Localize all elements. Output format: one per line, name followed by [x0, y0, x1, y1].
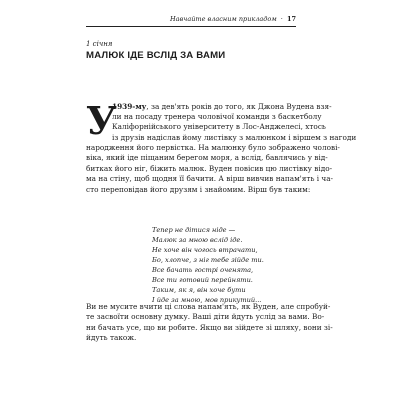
running-title: Навчайте власним прикладом	[169, 15, 277, 23]
body-line: те засвоїти основну думку. Ваші діти йдуть услід за вами. Во-	[86, 312, 325, 322]
year: 1939-му	[112, 102, 147, 111]
header-separator: ·	[280, 15, 283, 23]
first-line	[112, 102, 332, 112]
body-line: із друзів надіслав йому листівку з малюнком і віршем з нагоди	[112, 132, 357, 142]
indented-paragraph-lines	[112, 112, 357, 143]
page-number: 17	[286, 15, 296, 23]
poem-line: Малюк за мною вслід іде.	[152, 236, 243, 244]
first-line-text: , за дев'ять років до того, як Джона Вудена взя-	[146, 102, 332, 111]
body-line: ма на стіну, щоб щодня її бачити. А вірш вивчив напам'ять і ча-	[86, 174, 334, 184]
poem-line: Не хоче він чогось втрачати,	[152, 246, 258, 254]
body-paragraph	[86, 143, 340, 195]
poem-line: Таким, як я, він хоче бути	[152, 286, 246, 294]
poem-line: Бо, хлопче, з ніг тебе зійде ти.	[152, 256, 264, 264]
poem-line: Все ти готовий перейняти.	[152, 276, 253, 284]
body-line: ни бачать усе, що ви робите. Якщо ви зійдете зі шляху, вони зі-	[86, 322, 333, 332]
body-line: ли на посаду тренера чоловічої команди з баскетболу	[112, 112, 322, 121]
closing-paragraph	[86, 302, 333, 344]
poem-line: Тепер не дітися ніде —	[152, 226, 236, 234]
body-line: сто переповідав його друзям і знайомим. Вірш був таким:	[86, 184, 311, 194]
body-line: Ви не мусите вчити ці слова напам'ять, як Вуден, але спробуй-	[86, 302, 331, 311]
running-header	[86, 12, 296, 27]
poem-line: І йде за мною, мов прикутий...	[152, 296, 262, 304]
body-line: віка, який іде піщаним берегом моря, а вслід, бавлячись у від-	[86, 153, 328, 163]
body-line: битках його ніг, біжить малюк. Вуден повісив цю листівку відо-	[86, 163, 333, 173]
body-line: йдуть також.	[86, 333, 137, 343]
drop-cap: У	[86, 98, 117, 143]
entry-title: МАЛЮК ІДЕ ВСЛІД ЗА ВАМИ	[86, 50, 226, 61]
poem-line: Все бачать гострі оченята,	[152, 266, 254, 274]
entry-date: 1 січня	[86, 40, 113, 48]
body-line: Каліфорнійського університету в Лос-Анджелесі, хтось	[112, 122, 326, 132]
poem	[152, 225, 264, 305]
body-line: народження його первістка. На малюнку було зображено чолові-	[86, 143, 340, 152]
